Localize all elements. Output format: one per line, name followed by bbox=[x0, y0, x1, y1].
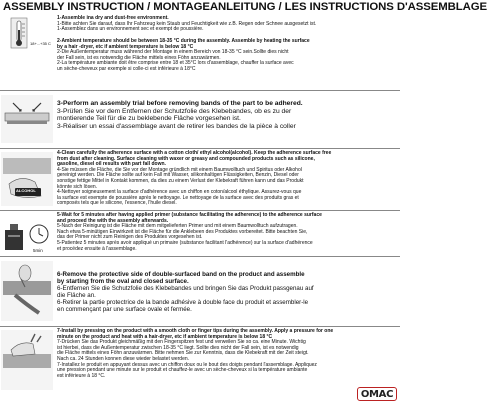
step-6-text-de-1: 6-Entfernen Sie die Schutzfolie des Klebebandes und bringen Sie das Produkt passgenau auf bbox=[57, 284, 314, 292]
step-3-text-de-2: montierende Teil für die zu beklebende Fläche vorgesehen ist. bbox=[57, 115, 241, 122]
step-3-text-de-1: 3-Prüfen Sie vor dem Entfernen der Schutzfolie des Klebebandes, ob es zu der bbox=[57, 107, 292, 115]
step-4-text-de-1: 4-Sie müssen die Fläche, die Sie vor der Montage gründlich mit einem Baumwolltuch und Spiritus oder Alkohol bbox=[57, 166, 302, 173]
step-6-text-fr-2: en commençant par une surface ovale et fermée. bbox=[57, 305, 192, 313]
step-4-text-fr-1: 4-Nettoyer soigneusement la surface d'adhérence avec un chiffon en coton/alcool éthylique. Assurez-vous que bbox=[57, 189, 302, 196]
primer-bottle-icon bbox=[1, 214, 53, 254]
step-7-text-de-4: Nach ca. 24 Stunden konnen diese wieder belastet werden. bbox=[57, 355, 190, 362]
step-5-text-fr-2: et procédez ensuite à l'assemblage. bbox=[57, 245, 137, 252]
step-6 bbox=[0, 256, 400, 324]
step-7-text-de-3: die Fläche mittels eines Föhn anzuwärmen. Bitte nehmen Sie zur Kenntnis, dass die Klebekraft mit der Zeit steigt. bbox=[57, 350, 309, 357]
step-5-text-en-2: and proceed the with the assembly afterwards. bbox=[57, 217, 169, 224]
step-7-text-en-2: minute on the product and heat with a hair-dryer, etc if ambient temperature is below 18 °C bbox=[57, 333, 273, 340]
step-2-text-fr-2: un sèche-cheveux par exemple si colle-ci est inférieure à 18°C bbox=[57, 65, 196, 72]
step-4-text-fr-2: la surface est exempte de poussière après le nettoyage. Le nettoyage de la surface avec des produits gras et bbox=[57, 194, 299, 201]
step-6-text-en-1: 6-Remove the protective side of double-surfaced band on the product and assemble bbox=[57, 271, 305, 278]
step-7-text-fr-3: est inférieure à 18 °C. bbox=[57, 372, 106, 379]
step-4-text-de-4: könnte sich lösen. bbox=[57, 183, 98, 190]
step-2-text-de-2: der Fall sein, ist es notwendig die Fläche mittels eines Föhn anzuwärmen. bbox=[57, 54, 221, 61]
step-4-text-de-2: gereinigt werden. Die Fläche sollte auf kein Fall mit Wasser, silikonhaltigen Flüssigkeiten, Benzin, Diesel oder bbox=[57, 172, 299, 179]
step-7-text-de-2: ist hierbei, dass die Außentemperatur zwischen 18-35 °C liegt. Sollte dies nicht der Fall sein, ist es notwendig bbox=[57, 344, 299, 351]
step-7-text-fr-1: 7-Installez le produit en appuyant dessus avec un chiffon doux ou le bout des doigts pendant l'assemblage. Appliquez bbox=[57, 361, 317, 368]
cleaning-cloth-icon bbox=[1, 152, 53, 206]
step-5-text-en-1: 5-Wait for 5 minutes after having applied primer (substance facilitating the adherence) to the adherence surface bbox=[57, 212, 322, 218]
step-5 bbox=[0, 210, 400, 254]
step-2-text-en-2: by a hair -dryer, etc if ambient temperature is below 18 °C bbox=[57, 43, 194, 50]
step-3 bbox=[0, 90, 400, 146]
step-7-text-en-1: 7-Install by pressing on the product with a smooth cloth or finger tips during the assembly. Apply a pressure for one bbox=[57, 328, 334, 334]
step-5-text-de-2: Nach etwa 5-minütigen Einwirkzeit ist die Fläche für die Anklebeen des Produktes vorbereitet. Bitte beachten Sie, bbox=[57, 228, 308, 235]
step-3-illustration bbox=[1, 95, 53, 143]
step-4-text-en-3: gasoline, diesel oil results with part fall down. bbox=[57, 161, 166, 168]
step-7-illustration bbox=[1, 330, 53, 390]
step-4 bbox=[0, 148, 400, 208]
step-1-text-fr: 1-Assemblez dans un environnement sec et exempt de poussière. bbox=[57, 26, 204, 33]
step-4-text-de-3: sonstige fettige Mittel in Kontakt kommen, da dies zu einem Verlust der Klebekraft führen kann und das Produkt bbox=[57, 177, 304, 184]
step-2-text-de-1: 2-Die Außentemperatur muss während der Montage in einem Bereich von 18-35 °C sein.Sollte dies nicht bbox=[57, 49, 289, 56]
step-5-text-fr-1: 5-Patientez 5 minutes après avoir appliqué un primaire (substance facilitant l'adhérence) sur la surface d'adhérence bbox=[57, 239, 313, 246]
step-6-text-fr-1: 6-Retirer la partie protectrice de la bande adhésive à double face du produit et assembler-le bbox=[57, 298, 309, 306]
peel-tape-icon bbox=[1, 261, 53, 321]
step-5-illustration bbox=[1, 214, 53, 254]
step-1-text-de: 1-Bitte achten Sie darauf, dass Ihr Fahrzeug kein Staub und Feuchtigkeit wie z.B. Regen oder Schnee ausgesetzt ist. bbox=[57, 20, 317, 27]
step-2-text-en-1: 2-Ambient temperature should be between 18-35 °C during the assembly. Assemble by heating the surface bbox=[57, 38, 310, 44]
step-5-text-de-1: 5-Nach der Reinigung ist die Fläche mit dem mitgelieferten Primer und mit einem Baumwolltuch aufzutragen. bbox=[57, 223, 298, 230]
step-6-text-de-2: die Fläche an. bbox=[57, 291, 96, 299]
step-2-text-fr-1: 2-La température ambiante doit être comprise entre 18 et 35°C lors d'assemblage, chauffer la surface avec bbox=[57, 60, 294, 67]
trial-fit-icon bbox=[1, 95, 53, 143]
step-3-text-en: 3-Perform an assembly trial before removing bands of the part to be adhered. bbox=[57, 100, 303, 107]
step-4-text-en-2: from dust after cleaning. Surface cleaning with waxer or greasy and compounded products such as silicone, bbox=[57, 155, 315, 162]
wait-time-label: 5min bbox=[33, 248, 43, 253]
omac-logo: OMAC bbox=[357, 387, 397, 401]
step-4-illustration bbox=[1, 152, 53, 206]
temperature-range-label: 18+...+35 C bbox=[30, 41, 51, 46]
page-title: ASSEMBLY INSTRUCTION / MONTAGEANLEITUNG / LES INSTRUCTIONS D'ASSEMBLAGE bbox=[3, 1, 487, 13]
step-4-text-en-1: 4-Clean carefully the adherence surface with a cotton cloth/ ethyl alcohol(alcohol). Keep the adherence surface free bbox=[57, 150, 332, 156]
step-7 bbox=[0, 326, 400, 403]
step-6-text-en-2: by starting from the oval and closed surface. bbox=[57, 277, 189, 285]
press-product-icon bbox=[1, 330, 53, 390]
step-4-text-fr-3: composés tels que le silicone, l'essence, l'huile diesel. bbox=[57, 200, 177, 207]
step-7-text-fr-2: une pression pendant une minute sur le produit et chauffez-le avec un sèche-cheveux si la température ambiante bbox=[57, 367, 308, 374]
step-3-text-fr: 3-Réaliser un essai d'assemblage avant de retirer les bandes de la pièce à coller bbox=[57, 122, 296, 130]
alcohol-label: ALCOHOL bbox=[16, 188, 36, 193]
step-5-text-de-3: das der Primer nicht zum Reinigen des Produktes vorgesehen ist. bbox=[57, 234, 203, 241]
step-2 bbox=[0, 38, 400, 88]
step-1-text-en: 1-Assemble ina dry and dust-free environment. bbox=[57, 15, 169, 21]
step-7-text-de-1: 7-Drücken Sie das Produkt gleichmäßig mit den Fingerspitzen fest und verweilen Sie so ca. eine Minute. Wichtig bbox=[57, 339, 306, 346]
step-6-illustration bbox=[1, 261, 53, 321]
